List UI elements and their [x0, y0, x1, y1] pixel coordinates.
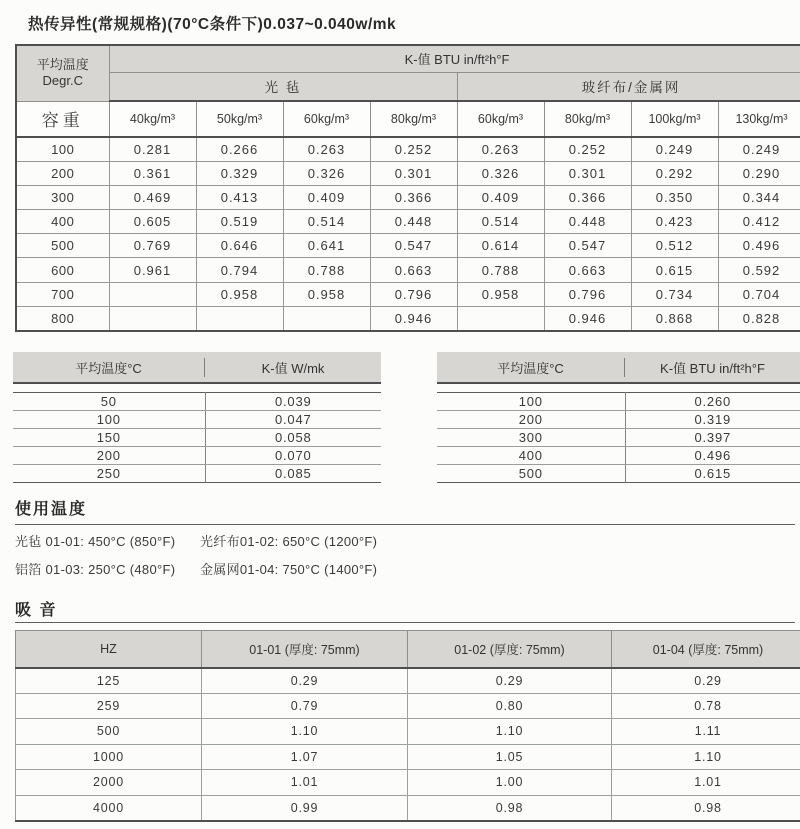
k-value-cell: 0.641 — [283, 234, 370, 258]
k-value-cell: 0.734 — [631, 282, 718, 306]
k-value-cell: 0.423 — [631, 210, 718, 234]
k-value-cell: 0.070 — [205, 447, 381, 465]
usage-items — [15, 531, 575, 578]
btu-value-header: K-值 BTU in/ft²h°F — [660, 360, 765, 376]
main-table-row — [16, 210, 800, 234]
temperature-cell: 400 — [437, 447, 625, 465]
small-table-row — [437, 465, 800, 483]
temperature-cell: 200 — [13, 447, 205, 465]
k-value-cell: 0.946 — [370, 306, 457, 330]
temperature-cell: 500 — [437, 465, 625, 483]
k-value-cell: 0.704 — [718, 282, 800, 306]
k-value-cell: 0.409 — [457, 185, 544, 209]
k-value-cell: 0.350 — [631, 185, 718, 209]
temperature-cell: 100 — [437, 393, 625, 411]
avg-temp-sub-label: Degr.C — [42, 73, 83, 89]
coefficient-cell: 0.29 — [612, 668, 800, 694]
k-value-cell: 0.329 — [196, 161, 283, 185]
small-table-row — [13, 465, 381, 483]
temperature-cell: 150 — [13, 429, 205, 447]
temperature-cell: 800 — [16, 306, 109, 330]
usage-divider — [15, 524, 795, 525]
k-value-cell: 0.397 — [625, 429, 800, 447]
sound-absorption-table — [15, 630, 800, 822]
k-value-cell: 0.413 — [196, 185, 283, 209]
k-value-cell: 0.281 — [109, 137, 196, 161]
k-value-cell: 0.496 — [718, 234, 800, 258]
small-table-row — [13, 393, 381, 411]
k-value-cell: 0.605 — [109, 210, 196, 234]
density-header-row — [16, 101, 800, 137]
small-table-row — [13, 447, 381, 465]
sound-column-header: HZ — [16, 631, 202, 668]
k-value-cell: 0.788 — [457, 258, 544, 282]
sound-column-header: 01-02 (厚度: 75mm) — [408, 631, 612, 668]
coefficient-cell: 1.01 — [612, 770, 800, 796]
main-table-row — [16, 234, 800, 258]
k-value-cell: 0.615 — [631, 258, 718, 282]
btu-table — [437, 352, 800, 483]
material-group-row — [16, 72, 800, 101]
k-unit-header: K-值 BTU in/ft²h°F — [109, 45, 800, 72]
sound-table-row — [16, 693, 800, 719]
page-title: 热传异性(常规规格)(70°C条件下)0.037~0.040w/mk — [28, 16, 397, 33]
coefficient-cell: 1.10 — [202, 719, 408, 745]
btu-temp-header: 平均温度°C — [437, 358, 625, 377]
k-value-cell: 0.301 — [544, 161, 631, 185]
wmk-table-body — [13, 393, 381, 483]
small-table-row — [437, 411, 800, 429]
k-value-cell: 0.769 — [109, 234, 196, 258]
k-value-cell — [109, 306, 196, 330]
coefficient-cell: 0.79 — [202, 693, 408, 719]
density-column-header: 130kg/m³ — [718, 101, 800, 137]
coefficient-cell: 1.05 — [408, 744, 612, 770]
k-value-cell: 0.260 — [625, 393, 800, 411]
sound-header-row — [16, 631, 800, 668]
usage-item: 光毡 01-01: 450°C (850°F) — [15, 534, 176, 549]
coefficient-cell: 0.98 — [612, 795, 800, 821]
k-value-cell: 0.039 — [205, 393, 381, 411]
k-value-cell: 0.412 — [718, 210, 800, 234]
k-value-cell — [283, 306, 370, 330]
temperature-cell: 400 — [16, 210, 109, 234]
main-table-body — [16, 137, 800, 331]
usage-temp-heading: 使用温度 — [15, 501, 88, 518]
density-column-header: 50kg/m³ — [196, 101, 283, 137]
k-value-cell: 0.085 — [274, 466, 312, 481]
sound-divider — [15, 622, 795, 623]
sound-table-row — [16, 770, 800, 796]
avg-temp-label: 平均温度 — [36, 57, 89, 73]
coefficient-cell: 1.01 — [202, 770, 408, 796]
btu-table-body — [437, 393, 800, 483]
k-value-cell: 0.796 — [370, 282, 457, 306]
temperature-cell: 600 — [16, 258, 109, 282]
k-value-cell: 0.512 — [631, 234, 718, 258]
frequency-cell: 259 — [16, 693, 202, 719]
sound-column-header: 01-04 (厚度: 75mm) — [612, 631, 800, 668]
density-label: 容重 — [16, 101, 109, 137]
k-value-cell: 0.796 — [544, 282, 631, 306]
k-value-cell: 0.496 — [625, 447, 800, 465]
frequency-cell: 4000 — [16, 795, 202, 821]
density-column-header: 40kg/m³ — [109, 101, 196, 137]
k-value-cell: 0.292 — [631, 161, 718, 185]
k-value-cell: 0.946 — [544, 306, 631, 330]
k-value-cell: 0.469 — [109, 185, 196, 209]
wmk-value-header: K-值 W/mk — [261, 360, 325, 376]
k-value-cell: 0.514 — [283, 210, 370, 234]
coefficient-cell: 1.00 — [408, 770, 612, 796]
k-value-cell: 0.828 — [718, 306, 800, 330]
small-table-row — [437, 447, 800, 465]
k-value-cell: 0.344 — [718, 185, 800, 209]
k-value-cell — [196, 306, 283, 330]
k-value-cell: 0.366 — [370, 185, 457, 209]
coefficient-cell: 0.29 — [408, 668, 612, 694]
k-unit-header-row — [16, 45, 800, 72]
k-value-cell: 0.663 — [370, 258, 457, 282]
k-value-cell: 0.249 — [631, 137, 718, 161]
k-value-cell: 0.788 — [283, 258, 370, 282]
wmk-table — [13, 352, 381, 483]
coefficient-cell: 0.99 — [202, 795, 408, 821]
main-table-row — [16, 258, 800, 282]
coefficient-cell: 0.80 — [408, 693, 612, 719]
k-value-cell: 0.663 — [544, 258, 631, 282]
coefficient-cell: 0.29 — [202, 668, 408, 694]
usage-item: 铝箔 01-03: 250°C (480°F) — [15, 562, 176, 577]
k-value-cell: 0.958 — [457, 282, 544, 306]
temperature-cell: 100 — [13, 411, 205, 429]
density-column-header: 80kg/m³ — [370, 101, 457, 137]
coefficient-cell: 1.11 — [612, 719, 800, 745]
k-value-cell: 0.868 — [631, 306, 718, 330]
frequency-cell: 2000 — [16, 770, 202, 796]
temperature-cell: 100 — [16, 137, 109, 161]
density-column-header: 100kg/m³ — [631, 101, 718, 137]
sound-column-header: 01-01 (厚度: 75mm) — [202, 631, 408, 668]
k-value-cell: 0.058 — [205, 429, 381, 447]
main-table-row — [16, 185, 800, 209]
k-value-cell: 0.249 — [718, 137, 800, 161]
sound-table-row — [16, 719, 800, 745]
usage-item: 金属网01-04: 750°C (1400°F) — [200, 562, 378, 577]
k-value-cell: 0.547 — [370, 234, 457, 258]
k-value-cell: 0.361 — [109, 161, 196, 185]
k-value-cell: 0.614 — [457, 234, 544, 258]
wmk-table-header — [13, 352, 381, 384]
k-value-cell: 0.409 — [283, 185, 370, 209]
temperature-cell: 200 — [16, 161, 109, 185]
k-value-cell: 0.592 — [718, 258, 800, 282]
frequency-cell: 1000 — [16, 744, 202, 770]
temperature-cell: 300 — [16, 185, 109, 209]
main-table-row — [16, 137, 800, 161]
density-column-header: 60kg/m³ — [283, 101, 370, 137]
coefficient-cell: 0.98 — [408, 795, 612, 821]
temperature-cell: 700 — [16, 282, 109, 306]
sound-table-body — [16, 668, 800, 821]
coefficient-cell: 1.10 — [408, 719, 612, 745]
k-value-cell: 0.301 — [370, 161, 457, 185]
sound-table-row — [16, 668, 800, 694]
temperature-cell: 250 — [13, 465, 205, 483]
coefficient-cell: 0.78 — [612, 693, 800, 719]
k-value-cell: 0.326 — [283, 161, 370, 185]
usage-item: 光纤布01-02: 650°C (1200°F) — [200, 534, 378, 549]
thermal-conductivity-table — [15, 44, 800, 332]
temperature-cell: 500 — [16, 234, 109, 258]
temperature-cell: 50 — [13, 393, 205, 411]
k-value-cell: 0.366 — [544, 185, 631, 209]
k-value-cell: 0.252 — [544, 137, 631, 161]
main-table-row — [16, 161, 800, 185]
temperature-cell: 200 — [437, 411, 625, 429]
density-column-header: 60kg/m³ — [457, 101, 544, 137]
group-cloth-mesh-header: 玻纤布/金属网 — [457, 72, 800, 101]
k-value-cell: 0.319 — [625, 411, 800, 429]
density-column-header: 80kg/m³ — [544, 101, 631, 137]
k-value-cell: 0.958 — [196, 282, 283, 306]
wmk-temp-header: 平均温度°C — [13, 358, 205, 377]
k-value-cell: 0.263 — [283, 137, 370, 161]
k-value-cell: 0.326 — [457, 161, 544, 185]
k-value-cell: 0.961 — [109, 258, 196, 282]
sound-table-row — [16, 744, 800, 770]
small-table-row — [437, 393, 800, 411]
k-value-cell: 0.448 — [370, 210, 457, 234]
k-value-cell: 0.252 — [370, 137, 457, 161]
k-value-cell: 0.646 — [196, 234, 283, 258]
k-value-cell: 0.047 — [205, 411, 381, 429]
k-value-cell: 0.615 — [694, 466, 732, 481]
k-value-cell: 0.448 — [544, 210, 631, 234]
small-table-row — [13, 411, 381, 429]
k-value-cell: 0.290 — [718, 161, 800, 185]
main-table-row — [16, 282, 800, 306]
coefficient-cell: 1.10 — [612, 744, 800, 770]
sound-table-row — [16, 795, 800, 821]
k-value-cell: 0.263 — [457, 137, 544, 161]
k-value-cell: 0.547 — [544, 234, 631, 258]
k-value-cell: 0.514 — [457, 210, 544, 234]
frequency-cell: 500 — [16, 719, 202, 745]
k-value-cell: 0.519 — [196, 210, 283, 234]
k-value-cell — [457, 306, 544, 330]
avg-temp-corner-cell — [16, 45, 109, 101]
small-table-row — [437, 429, 800, 447]
btu-table-header — [437, 352, 800, 384]
sound-absorption-heading: 吸 音 — [15, 602, 58, 619]
frequency-cell: 125 — [16, 668, 202, 694]
coefficient-cell: 1.07 — [202, 744, 408, 770]
main-table-row — [16, 306, 800, 330]
k-value-cell: 0.794 — [196, 258, 283, 282]
k-value-cell — [109, 282, 196, 306]
group-felt-header: 光 毡 — [109, 72, 457, 101]
small-table-row — [13, 429, 381, 447]
temperature-cell: 300 — [437, 429, 625, 447]
k-value-cell: 0.958 — [283, 282, 370, 306]
k-value-cell: 0.266 — [196, 137, 283, 161]
